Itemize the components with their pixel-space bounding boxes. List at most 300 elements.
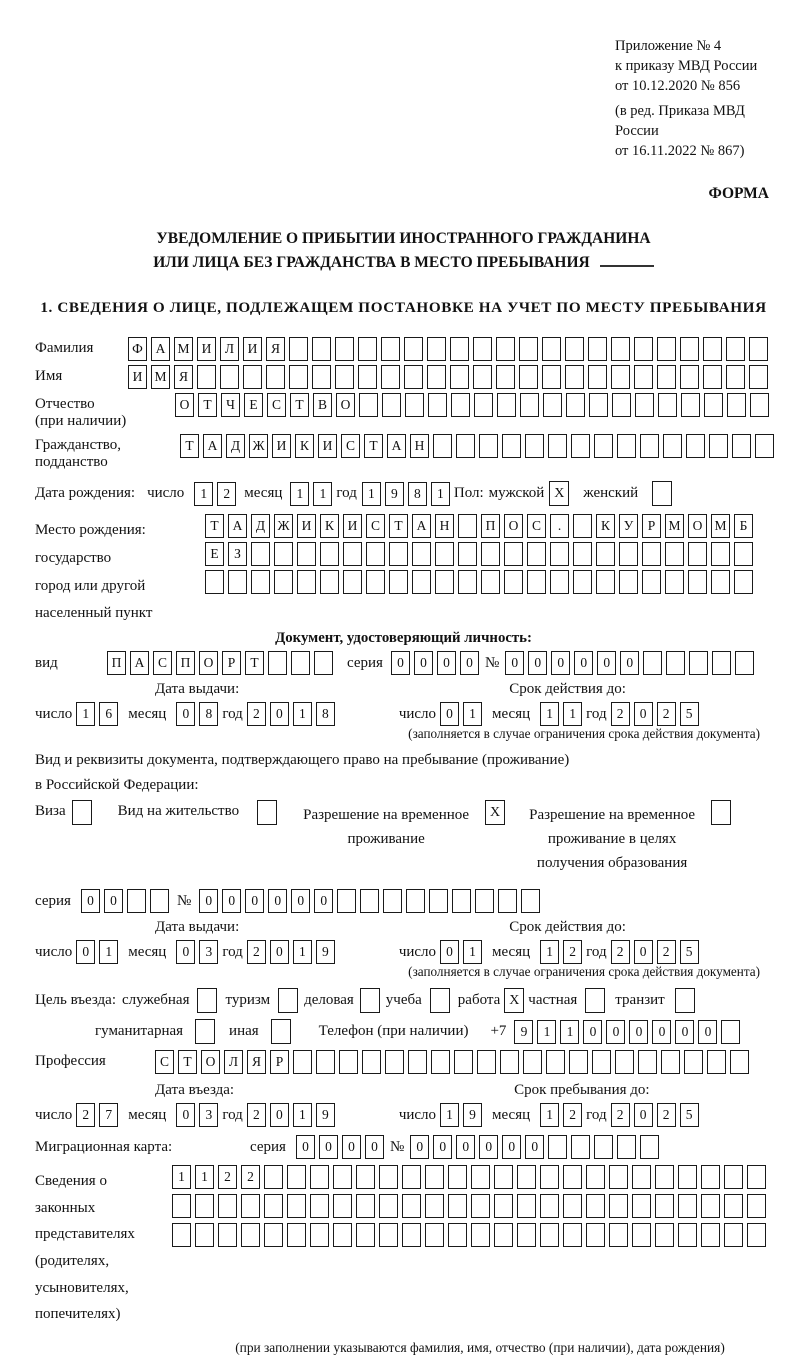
char-cell[interactable] [658, 393, 677, 417]
char-cell[interactable]: 0 [634, 940, 653, 964]
char-cell[interactable] [707, 1050, 726, 1074]
char-cell[interactable] [402, 1165, 421, 1189]
char-cell[interactable] [382, 393, 401, 417]
char-cell[interactable]: Л [220, 337, 239, 361]
char-cell[interactable] [655, 1223, 674, 1247]
char-cell[interactable]: И [197, 337, 216, 361]
char-cell[interactable] [619, 570, 638, 594]
char-cell[interactable] [724, 1194, 743, 1218]
char-cell[interactable]: 7 [99, 1103, 118, 1127]
char-cell[interactable] [312, 337, 331, 361]
char-cell[interactable] [502, 434, 521, 458]
char-cell[interactable] [451, 393, 470, 417]
char-cell[interactable] [297, 542, 316, 566]
char-cell[interactable] [726, 365, 745, 389]
char-cell[interactable] [550, 570, 569, 594]
char-cell[interactable] [356, 1194, 375, 1218]
char-cell[interactable] [218, 1194, 237, 1218]
char-cell[interactable]: А [151, 337, 170, 361]
char-cell[interactable] [721, 1020, 740, 1044]
char-cell[interactable] [471, 1165, 490, 1189]
char-cell[interactable] [494, 1223, 513, 1247]
char-cell[interactable]: 1 [76, 702, 95, 726]
char-cell[interactable]: 1 [195, 1165, 214, 1189]
char-cell[interactable] [310, 1165, 329, 1189]
char-cell[interactable] [425, 1194, 444, 1218]
char-cell[interactable] [497, 393, 516, 417]
char-cell[interactable] [205, 570, 224, 594]
char-cell[interactable] [521, 889, 540, 913]
char-cell[interactable]: С [155, 1050, 174, 1074]
purpose-transit-checkbox[interactable] [675, 988, 695, 1013]
char-cell[interactable] [586, 1194, 605, 1218]
char-cell[interactable]: 0 [176, 1103, 195, 1127]
char-cell[interactable] [525, 434, 544, 458]
char-cell[interactable]: В [313, 393, 332, 417]
char-cell[interactable] [241, 1194, 260, 1218]
char-cell[interactable] [665, 542, 684, 566]
purpose-business-checkbox[interactable] [197, 988, 217, 1013]
char-cell[interactable] [408, 1050, 427, 1074]
char-cell[interactable] [678, 1194, 697, 1218]
char-cell[interactable] [379, 1194, 398, 1218]
char-cell[interactable]: 0 [505, 651, 524, 675]
temp-residence-edu-checkbox[interactable] [711, 800, 731, 825]
char-cell[interactable] [197, 365, 216, 389]
char-cell[interactable] [428, 393, 447, 417]
char-cell[interactable] [678, 1223, 697, 1247]
char-cell[interactable] [412, 542, 431, 566]
char-cell[interactable]: 0 [76, 940, 95, 964]
char-cell[interactable]: А [387, 434, 406, 458]
char-cell[interactable] [297, 570, 316, 594]
char-cell[interactable] [471, 1194, 490, 1218]
char-cell[interactable]: 0 [634, 702, 653, 726]
char-cell[interactable] [289, 337, 308, 361]
char-cell[interactable] [172, 1194, 191, 1218]
char-cell[interactable] [517, 1194, 536, 1218]
char-cell[interactable]: 0 [270, 702, 289, 726]
char-cell[interactable] [747, 1223, 766, 1247]
char-cell[interactable]: 0 [314, 889, 333, 913]
char-cell[interactable] [726, 337, 745, 361]
char-cell[interactable] [452, 889, 471, 913]
char-cell[interactable] [473, 365, 492, 389]
char-cell[interactable] [274, 542, 293, 566]
char-cell[interactable] [655, 1194, 674, 1218]
char-cell[interactable] [429, 889, 448, 913]
char-cell[interactable]: 0 [104, 889, 123, 913]
char-cell[interactable] [586, 1165, 605, 1189]
char-cell[interactable] [632, 1194, 651, 1218]
char-cell[interactable] [473, 337, 492, 361]
char-cell[interactable]: 8 [199, 702, 218, 726]
char-cell[interactable] [481, 542, 500, 566]
char-cell[interactable]: 0 [525, 1135, 544, 1159]
char-cell[interactable] [379, 1165, 398, 1189]
char-cell[interactable]: Т [198, 393, 217, 417]
char-cell[interactable] [228, 570, 247, 594]
char-cell[interactable]: Л [224, 1050, 243, 1074]
char-cell[interactable] [320, 542, 339, 566]
char-cell[interactable]: 3 [199, 940, 218, 964]
char-cell[interactable] [312, 365, 331, 389]
char-cell[interactable]: 2 [657, 1103, 676, 1127]
char-cell[interactable]: А [203, 434, 222, 458]
char-cell[interactable]: 2 [563, 940, 582, 964]
char-cell[interactable]: К [320, 514, 339, 538]
female-checkbox[interactable] [652, 481, 672, 506]
char-cell[interactable] [362, 1050, 381, 1074]
char-cell[interactable] [638, 1050, 657, 1074]
char-cell[interactable]: 9 [514, 1020, 533, 1044]
char-cell[interactable]: 0 [698, 1020, 717, 1044]
char-cell[interactable]: К [295, 434, 314, 458]
char-cell[interactable]: Д [251, 514, 270, 538]
char-cell[interactable] [406, 889, 425, 913]
char-cell[interactable]: Е [205, 542, 224, 566]
char-cell[interactable] [343, 542, 362, 566]
char-cell[interactable] [504, 542, 523, 566]
char-cell[interactable] [684, 1050, 703, 1074]
char-cell[interactable]: М [174, 337, 193, 361]
char-cell[interactable]: 2 [247, 1103, 266, 1127]
char-cell[interactable] [681, 393, 700, 417]
char-cell[interactable] [458, 570, 477, 594]
char-cell[interactable] [609, 1223, 628, 1247]
char-cell[interactable]: 2 [247, 940, 266, 964]
char-cell[interactable]: 0 [675, 1020, 694, 1044]
char-cell[interactable] [640, 434, 659, 458]
char-cell[interactable] [150, 889, 169, 913]
char-cell[interactable] [427, 337, 446, 361]
char-cell[interactable] [546, 1050, 565, 1074]
char-cell[interactable] [431, 1050, 450, 1074]
char-cell[interactable]: 0 [410, 1135, 429, 1159]
char-cell[interactable]: С [153, 651, 172, 675]
char-cell[interactable]: 6 [99, 702, 118, 726]
char-cell[interactable]: 0 [81, 889, 100, 913]
char-cell[interactable] [542, 337, 561, 361]
char-cell[interactable]: С [341, 434, 360, 458]
char-cell[interactable]: 1 [293, 940, 312, 964]
char-cell[interactable]: 0 [620, 651, 639, 675]
char-cell[interactable] [337, 889, 356, 913]
char-cell[interactable]: 0 [433, 1135, 452, 1159]
char-cell[interactable]: 2 [563, 1103, 582, 1127]
char-cell[interactable]: 0 [319, 1135, 338, 1159]
char-cell[interactable] [565, 337, 584, 361]
char-cell[interactable]: 0 [437, 651, 456, 675]
char-cell[interactable] [320, 570, 339, 594]
char-cell[interactable] [634, 337, 653, 361]
char-cell[interactable] [686, 434, 705, 458]
char-cell[interactable] [335, 365, 354, 389]
char-cell[interactable] [448, 1165, 467, 1189]
char-cell[interactable]: О [504, 514, 523, 538]
char-cell[interactable]: 1 [540, 1103, 559, 1127]
char-cell[interactable]: 0 [270, 1103, 289, 1127]
char-cell[interactable] [287, 1165, 306, 1189]
char-cell[interactable] [358, 365, 377, 389]
char-cell[interactable] [402, 1194, 421, 1218]
char-cell[interactable]: 0 [365, 1135, 384, 1159]
char-cell[interactable]: 1 [293, 1103, 312, 1127]
char-cell[interactable]: 0 [440, 702, 459, 726]
char-cell[interactable] [471, 1223, 490, 1247]
char-cell[interactable] [264, 1194, 283, 1218]
char-cell[interactable]: 0 [268, 889, 287, 913]
char-cell[interactable]: Т [364, 434, 383, 458]
char-cell[interactable] [592, 1050, 611, 1074]
char-cell[interactable]: И [128, 365, 147, 389]
char-cell[interactable] [749, 365, 768, 389]
char-cell[interactable] [703, 337, 722, 361]
char-cell[interactable]: 0 [551, 651, 570, 675]
char-cell[interactable]: 0 [460, 651, 479, 675]
char-cell[interactable]: Т [245, 651, 264, 675]
char-cell[interactable] [519, 337, 538, 361]
char-cell[interactable] [360, 889, 379, 913]
char-cell[interactable] [310, 1223, 329, 1247]
char-cell[interactable]: 0 [296, 1135, 315, 1159]
char-cell[interactable] [594, 1135, 613, 1159]
char-cell[interactable] [619, 542, 638, 566]
char-cell[interactable] [289, 365, 308, 389]
purpose-study-checkbox[interactable] [430, 988, 450, 1013]
char-cell[interactable]: З [228, 542, 247, 566]
char-cell[interactable]: 8 [316, 702, 335, 726]
char-cell[interactable]: С [366, 514, 385, 538]
char-cell[interactable] [494, 1194, 513, 1218]
char-cell[interactable] [727, 393, 746, 417]
char-cell[interactable]: С [527, 514, 546, 538]
char-cell[interactable]: 0 [574, 651, 593, 675]
char-cell[interactable] [454, 1050, 473, 1074]
char-cell[interactable]: 0 [502, 1135, 521, 1159]
char-cell[interactable]: 0 [245, 889, 264, 913]
char-cell[interactable] [701, 1194, 720, 1218]
char-cell[interactable]: 0 [199, 889, 218, 913]
residence-permit-checkbox[interactable] [257, 800, 277, 825]
char-cell[interactable] [498, 889, 517, 913]
char-cell[interactable]: К [596, 514, 615, 538]
char-cell[interactable] [474, 393, 493, 417]
char-cell[interactable]: Р [642, 514, 661, 538]
char-cell[interactable] [571, 1135, 590, 1159]
char-cell[interactable] [594, 434, 613, 458]
char-cell[interactable] [450, 337, 469, 361]
char-cell[interactable] [540, 1223, 559, 1247]
char-cell[interactable]: 0 [606, 1020, 625, 1044]
char-cell[interactable]: 1 [194, 482, 213, 506]
char-cell[interactable]: 9 [316, 940, 335, 964]
char-cell[interactable] [504, 570, 523, 594]
char-cell[interactable]: Т [290, 393, 309, 417]
char-cell[interactable] [333, 1194, 352, 1218]
char-cell[interactable]: О [199, 651, 218, 675]
char-cell[interactable]: 2 [218, 1165, 237, 1189]
char-cell[interactable] [481, 570, 500, 594]
char-cell[interactable] [709, 434, 728, 458]
char-cell[interactable]: 5 [680, 702, 699, 726]
char-cell[interactable]: Т [178, 1050, 197, 1074]
char-cell[interactable]: 0 [291, 889, 310, 913]
char-cell[interactable]: Е [244, 393, 263, 417]
char-cell[interactable] [632, 1223, 651, 1247]
char-cell[interactable]: Т [180, 434, 199, 458]
char-cell[interactable]: Ф [128, 337, 147, 361]
char-cell[interactable] [655, 1165, 674, 1189]
char-cell[interactable] [333, 1223, 352, 1247]
char-cell[interactable] [220, 365, 239, 389]
char-cell[interactable]: 0 [597, 651, 616, 675]
char-cell[interactable] [635, 393, 654, 417]
char-cell[interactable]: 0 [456, 1135, 475, 1159]
char-cell[interactable]: А [228, 514, 247, 538]
char-cell[interactable] [640, 1135, 659, 1159]
char-cell[interactable] [609, 1194, 628, 1218]
char-cell[interactable] [433, 434, 452, 458]
char-cell[interactable] [747, 1194, 766, 1218]
char-cell[interactable] [218, 1223, 237, 1247]
char-cell[interactable] [335, 337, 354, 361]
char-cell[interactable] [678, 1165, 697, 1189]
char-cell[interactable] [573, 542, 592, 566]
char-cell[interactable]: Т [205, 514, 224, 538]
char-cell[interactable] [356, 1165, 375, 1189]
char-cell[interactable]: 1 [560, 1020, 579, 1044]
char-cell[interactable] [563, 1194, 582, 1218]
char-cell[interactable] [734, 542, 753, 566]
purpose-commercial-checkbox[interactable] [360, 988, 380, 1013]
char-cell[interactable]: Т [389, 514, 408, 538]
char-cell[interactable] [527, 570, 546, 594]
char-cell[interactable]: 2 [217, 482, 236, 506]
char-cell[interactable] [712, 651, 731, 675]
char-cell[interactable] [611, 365, 630, 389]
char-cell[interactable] [663, 434, 682, 458]
char-cell[interactable]: Р [222, 651, 241, 675]
char-cell[interactable] [573, 514, 592, 538]
char-cell[interactable]: М [711, 514, 730, 538]
char-cell[interactable] [566, 393, 585, 417]
char-cell[interactable] [520, 393, 539, 417]
char-cell[interactable] [291, 651, 310, 675]
char-cell[interactable]: 0 [528, 651, 547, 675]
char-cell[interactable] [381, 337, 400, 361]
char-cell[interactable]: 1 [463, 940, 482, 964]
char-cell[interactable] [496, 365, 515, 389]
char-cell[interactable]: Б [734, 514, 753, 538]
char-cell[interactable]: 0 [222, 889, 241, 913]
char-cell[interactable] [711, 542, 730, 566]
char-cell[interactable]: П [481, 514, 500, 538]
char-cell[interactable] [734, 570, 753, 594]
char-cell[interactable] [711, 570, 730, 594]
char-cell[interactable] [666, 651, 685, 675]
char-cell[interactable] [477, 1050, 496, 1074]
char-cell[interactable] [519, 365, 538, 389]
char-cell[interactable]: 1 [313, 482, 332, 506]
char-cell[interactable] [747, 1165, 766, 1189]
char-cell[interactable]: 2 [611, 702, 630, 726]
char-cell[interactable] [404, 337, 423, 361]
char-cell[interactable]: 2 [611, 1103, 630, 1127]
visa-checkbox[interactable] [72, 800, 92, 825]
char-cell[interactable] [563, 1223, 582, 1247]
char-cell[interactable]: 0 [342, 1135, 361, 1159]
char-cell[interactable]: 0 [176, 702, 195, 726]
char-cell[interactable] [475, 889, 494, 913]
char-cell[interactable] [680, 365, 699, 389]
char-cell[interactable]: Я [266, 337, 285, 361]
char-cell[interactable] [565, 365, 584, 389]
char-cell[interactable] [569, 1050, 588, 1074]
char-cell[interactable] [750, 393, 769, 417]
char-cell[interactable] [657, 337, 676, 361]
char-cell[interactable] [701, 1165, 720, 1189]
char-cell[interactable] [287, 1223, 306, 1247]
char-cell[interactable]: 2 [247, 702, 266, 726]
char-cell[interactable] [435, 570, 454, 594]
char-cell[interactable] [172, 1223, 191, 1247]
char-cell[interactable] [665, 570, 684, 594]
char-cell[interactable]: А [412, 514, 431, 538]
char-cell[interactable] [540, 1194, 559, 1218]
char-cell[interactable]: 1 [563, 702, 582, 726]
char-cell[interactable] [268, 651, 287, 675]
char-cell[interactable]: 2 [657, 702, 676, 726]
char-cell[interactable] [405, 393, 424, 417]
char-cell[interactable] [701, 1223, 720, 1247]
char-cell[interactable] [339, 1050, 358, 1074]
char-cell[interactable]: М [665, 514, 684, 538]
char-cell[interactable] [642, 542, 661, 566]
char-cell[interactable]: Ж [249, 434, 268, 458]
char-cell[interactable] [389, 542, 408, 566]
char-cell[interactable]: Я [247, 1050, 266, 1074]
char-cell[interactable] [425, 1165, 444, 1189]
char-cell[interactable] [264, 1165, 283, 1189]
char-cell[interactable]: 1 [463, 702, 482, 726]
char-cell[interactable] [703, 365, 722, 389]
char-cell[interactable]: И [243, 337, 262, 361]
char-cell[interactable] [517, 1223, 536, 1247]
char-cell[interactable] [611, 337, 630, 361]
char-cell[interactable] [543, 393, 562, 417]
char-cell[interactable] [615, 1050, 634, 1074]
temp-residence-checkbox[interactable]: X [485, 800, 505, 825]
char-cell[interactable] [402, 1223, 421, 1247]
male-checkbox[interactable]: X [549, 481, 569, 506]
char-cell[interactable]: И [318, 434, 337, 458]
char-cell[interactable] [343, 570, 362, 594]
char-cell[interactable] [494, 1165, 513, 1189]
char-cell[interactable]: Ч [221, 393, 240, 417]
char-cell[interactable] [540, 1165, 559, 1189]
char-cell[interactable]: Я [174, 365, 193, 389]
char-cell[interactable]: . [550, 514, 569, 538]
char-cell[interactable] [588, 337, 607, 361]
char-cell[interactable]: 0 [414, 651, 433, 675]
char-cell[interactable]: Д [226, 434, 245, 458]
char-cell[interactable] [264, 1223, 283, 1247]
char-cell[interactable]: У [619, 514, 638, 538]
char-cell[interactable] [571, 434, 590, 458]
char-cell[interactable]: 0 [391, 651, 410, 675]
char-cell[interactable] [548, 1135, 567, 1159]
